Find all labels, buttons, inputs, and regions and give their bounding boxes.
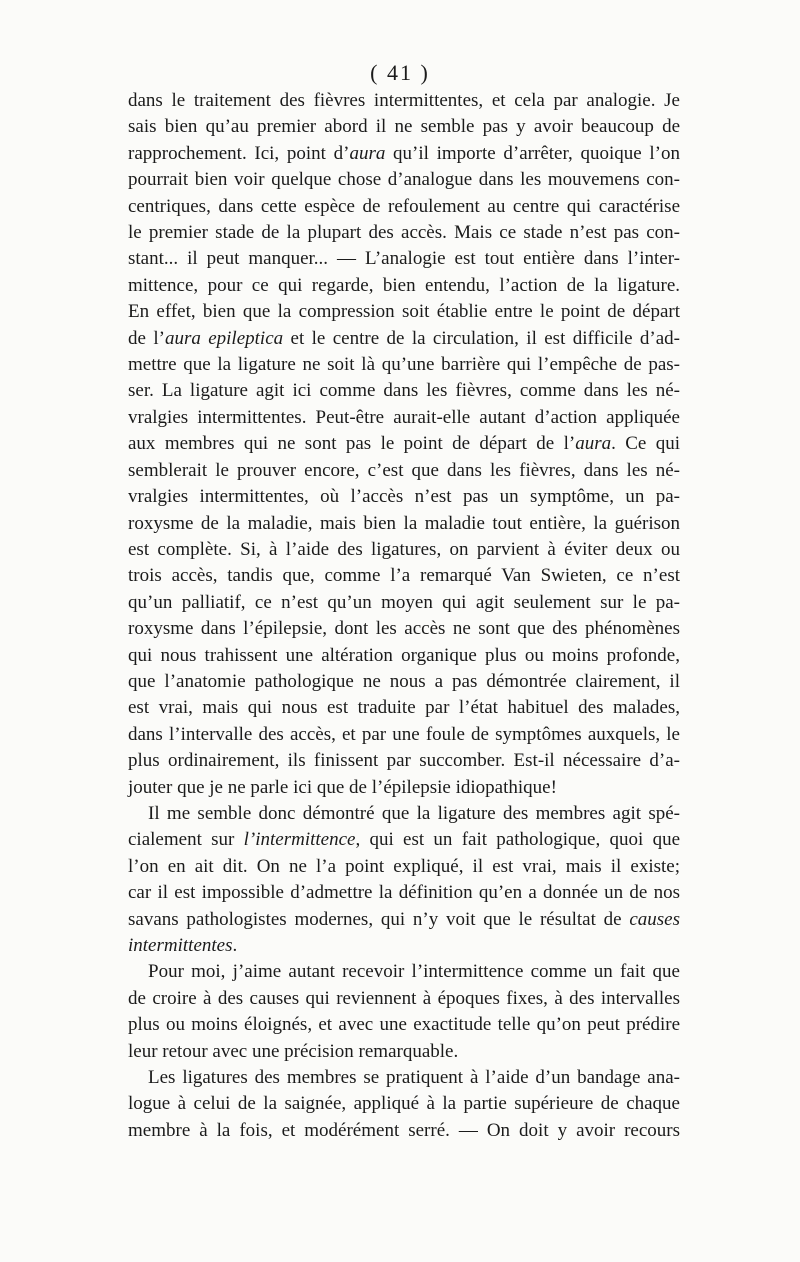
text-line [128, 114, 680, 140]
text-run: semblerait le prouver encore, c’est que dans les fièvres, dans les né- [128, 459, 680, 481]
text-run: trois accès, tandis que, comme l’a remarqué Van Swieten, ce n’est [128, 565, 680, 587]
text-run: roxysme de la maladie, mais bien la maladie tout entière, la guérison [128, 512, 680, 534]
text-run: le premier stade de la plupart des accès. Mais ce stade n’est pas con- [128, 222, 680, 244]
text-line [128, 590, 680, 616]
text-run: de l’ [128, 327, 165, 349]
text-line [128, 405, 680, 431]
body-text [128, 88, 680, 1144]
text-run: ser. La ligature agit ici comme dans les fièvres, comme dans les né- [128, 380, 680, 402]
text-run: sais bien qu’au premier abord il ne semble pas y avoir beaucoup de [128, 116, 680, 138]
text-run: jouter que je ne parle ici que de l’épilepsie idiopathique! [128, 776, 557, 798]
text-run: centriques, dans cette espèce de refoulement au centre qui caractérise [128, 195, 680, 217]
text-run: membre à la fois, et modérément serré. — On doit y avoir recours [128, 1119, 680, 1141]
text-run: dans l’intervalle des accès, et par une foule de symptômes auxquels, le [128, 723, 680, 745]
text-line [128, 511, 680, 537]
text-line [128, 458, 680, 484]
paragraph [128, 88, 680, 801]
italic-text: aura [349, 142, 386, 164]
text-run: rapprochement. Ici, point d’ [128, 142, 350, 164]
text-line [128, 959, 680, 985]
text-run: qui nous trahissent une altération organique plus ou moins profonde, [128, 644, 680, 666]
paragraph [128, 1065, 680, 1144]
text-run: de croire à des causes qui reviennent à époques fixes, à des intervalles [128, 987, 680, 1009]
text-line [128, 695, 680, 721]
text-line [128, 616, 680, 642]
text-line [128, 1012, 680, 1038]
text-line [128, 273, 680, 299]
text-line [128, 986, 680, 1012]
text-run: savans pathologistes modernes, qui n’y voit que le résultat de [128, 908, 630, 930]
text-run: Les ligatures des membres se pratiquent à l’aide d’un bandage ana- [148, 1067, 680, 1089]
text-run: stant... il peut manquer... — L’analogie est tout entière dans l’inter- [128, 248, 680, 270]
text-line [128, 907, 680, 933]
text-line [128, 669, 680, 695]
text-line [128, 801, 680, 827]
text-run: que l’anatomie pathologique ne nous a pas démontrée clairement, il [128, 670, 680, 692]
text-line [128, 431, 680, 457]
text-line [128, 1091, 680, 1117]
text-line [128, 484, 680, 510]
text-line [128, 1039, 680, 1065]
text-line [128, 1065, 680, 1091]
text-line [128, 299, 680, 325]
text-line [128, 194, 680, 220]
text-run: . Ce qui [611, 433, 680, 455]
italic-text: causes [629, 908, 680, 930]
text-run: cialement sur [128, 829, 244, 851]
text-line [128, 722, 680, 748]
text-line [128, 933, 680, 959]
text-run: , qui est un fait pathologique, quoi que [355, 829, 680, 851]
italic-text: l’intermittence [243, 829, 356, 851]
text-line [128, 88, 680, 114]
text-run: l’on en ait dit. On ne l’a point expliqué, il est vrai, mais il existe; [128, 855, 680, 877]
text-line [128, 326, 680, 352]
text-line [128, 748, 680, 774]
text-run: est vrai, mais qui nous est traduite par l’état habituel des malades, [128, 697, 680, 719]
italic-text: aura [575, 433, 612, 455]
text-run: qu’un palliatif, ce n’est qu’un moyen qui agit seulement sur le pa- [128, 591, 680, 613]
text-line [128, 352, 680, 378]
text-run: plus ordinairement, ils finissent par succomber. Est-il nécessaire d’a- [128, 750, 680, 772]
text-line [128, 854, 680, 880]
text-run: vralgies intermittentes. Peut-être aurait-elle autant d’action appliquée [128, 406, 680, 428]
text-run: logue à celui de la saignée, appliqué à la partie supérieure de chaque [128, 1093, 680, 1115]
text-run: aux membres qui ne sont pas le point de départ de l’ [128, 433, 576, 455]
text-run: mittence, pour ce qui regarde, bien entendu, l’action de la ligature. [128, 274, 680, 296]
text-run: mettre que la ligature ne soit là qu’une barrière qui l’empêche de pas- [128, 354, 680, 376]
text-line [128, 167, 680, 193]
text-line [128, 141, 680, 167]
text-run: roxysme dans l’épilepsie, dont les accès ne sont que des phénomènes [128, 618, 680, 640]
text-line [128, 827, 680, 853]
text-line [128, 378, 680, 404]
italic-text: aura epileptica [164, 327, 284, 349]
text-line [128, 880, 680, 906]
paragraph [128, 801, 680, 959]
text-run: et le centre de la circulation, il est difficile d’ad- [283, 327, 681, 349]
text-run: En effet, bien que la compression soit établie entre le point de départ [128, 301, 680, 323]
text-run: leur retour avec une précision remarquable. [128, 1040, 459, 1062]
text-line [128, 563, 680, 589]
text-line [128, 643, 680, 669]
text-run: pourrait bien voir quelque chose d’analogue dans les mouvemens con- [128, 169, 680, 191]
text-line [128, 775, 680, 801]
text-run: qu’il importe d’arrêter, quoique l’on [385, 142, 680, 164]
text-run: car il est impossible d’admettre la définition qu’en a donnée un de nos [128, 882, 680, 904]
text-run: dans le traitement des fièvres intermittentes, et cela par analogie. Je [128, 90, 680, 111]
text-run: Il me semble donc démontré que la ligature des membres agit spé- [148, 802, 680, 824]
text-line [128, 1118, 680, 1144]
text-run: est complète. Si, à l’aide des ligatures, on parvient à éviter deux ou [128, 538, 680, 560]
text-line [128, 537, 680, 563]
text-run: Pour moi, j’aime autant recevoir l’intermittence comme un fait que [148, 961, 680, 983]
page-number: ( 41 ) [370, 60, 430, 85]
text-run: plus ou moins éloignés, et avec une exactitude telle qu’on peut prédire [128, 1014, 680, 1036]
text-line [128, 246, 680, 272]
text-run: vralgies intermittentes, où l’accès n’est pas un symptôme, un pa- [128, 486, 680, 508]
italic-text: intermittentes [128, 935, 233, 956]
paragraph [128, 959, 680, 1065]
text-line [128, 220, 680, 246]
text-run: . [232, 935, 238, 956]
